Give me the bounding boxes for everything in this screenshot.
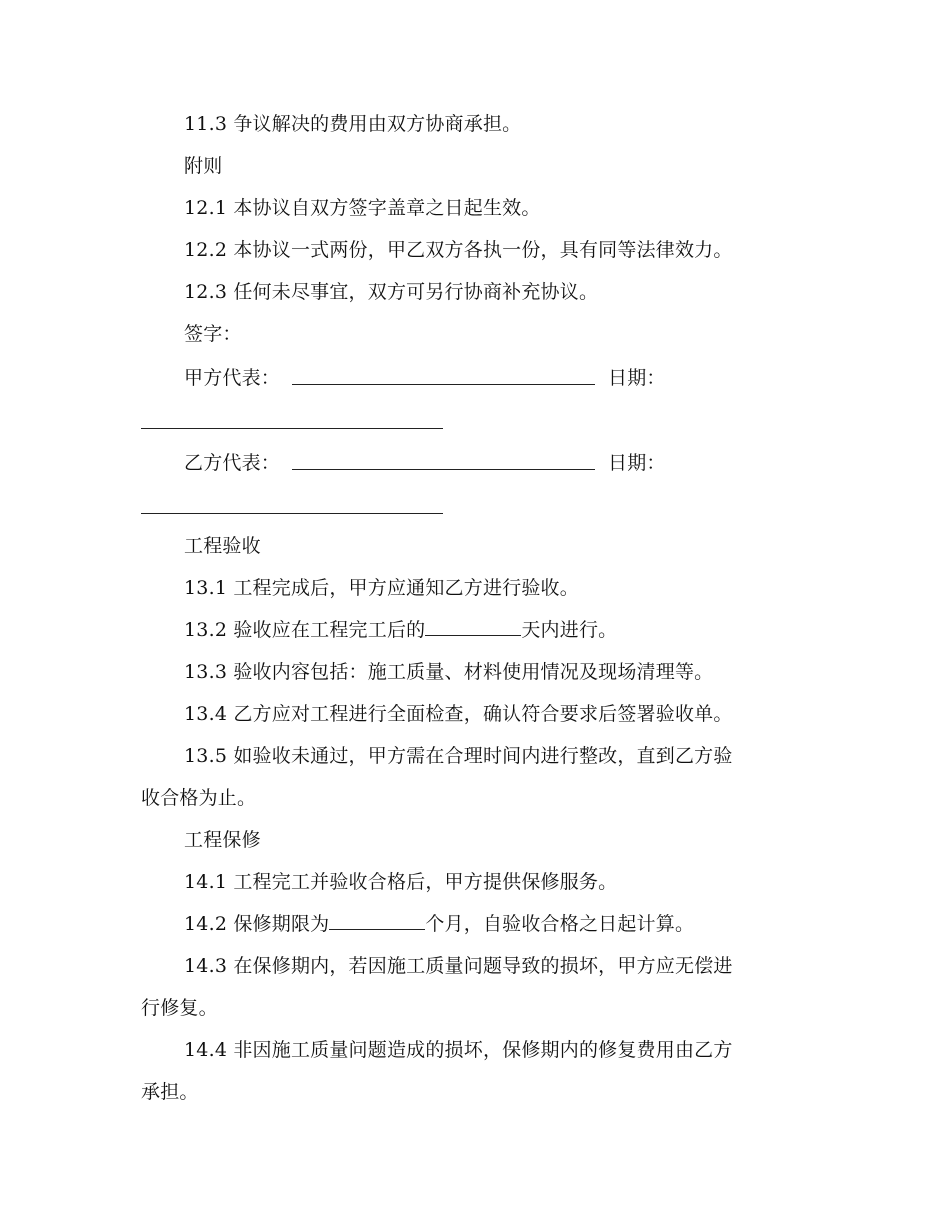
warranty-heading: 工程保修	[184, 829, 261, 851]
clause-14-2-pre: 14.2 保修期限为	[184, 913, 330, 935]
party-b-signature-blank	[292, 469, 595, 470]
party-b-rep-label: 乙方代表：	[184, 452, 281, 474]
clause-14-3-line1: 14.3 在保修期内，若因施工质量问题导致的损坏，甲方应无偿进	[184, 955, 733, 977]
clause-13-3: 13.3 验收内容包括：施工质量、材料使用情况及现场清理等。	[184, 661, 714, 683]
clause-14-4-line2: 承担。	[141, 1081, 199, 1103]
clause-12-3: 12.3 任何未尽事宜，双方可另行协商补充协议。	[184, 281, 599, 303]
clause-13-5-line1: 13.5 如验收未通过，甲方需在合理时间内进行整改，直到乙方验	[184, 745, 733, 767]
acceptance-heading: 工程验收	[184, 535, 261, 557]
clause-13-4: 13.4 乙方应对工程进行全面检查，确认符合要求后签署验收单。	[184, 703, 733, 725]
clause-13-2	[184, 617, 617, 643]
clause-13-2-pre: 13.2 验收应在工程完工后的	[184, 619, 426, 641]
clause-14-3-line2: 行修复。	[141, 997, 218, 1019]
party-a-date-label: 日期：	[608, 367, 666, 389]
clause-14-1: 14.1 工程完工并验收合格后，甲方提供保修服务。	[184, 871, 618, 893]
clause-12-2: 12.2 本协议一式两份，甲乙双方各执一份，具有同等法律效力。	[184, 239, 733, 261]
clause-11-3: 11.3 争议解决的费用由双方协商承担。	[184, 113, 522, 135]
party-a-signature-blank	[292, 384, 595, 385]
clause-14-2	[184, 911, 694, 937]
clause-14-4-line1: 14.4 非因施工质量问题造成的损坏，保修期内的修复费用由乙方	[184, 1039, 733, 1061]
acceptance-days-blank	[425, 617, 521, 636]
party-b-date-blank	[141, 513, 443, 514]
signature-heading: 签字：	[184, 323, 242, 345]
warranty-months-blank	[329, 911, 425, 930]
clause-14-2-post: 个月，自验收合格之日起计算。	[425, 913, 695, 935]
party-b-date-label: 日期：	[608, 452, 666, 474]
clause-12-1: 12.1 本协议自双方签字盖章之日起生效。	[184, 197, 541, 219]
clause-13-1: 13.1 工程完成后，甲方应通知乙方进行验收。	[184, 577, 579, 599]
party-a-rep-label: 甲方代表：	[184, 367, 281, 389]
party-a-date-blank	[141, 428, 443, 429]
appendix-heading: 附则	[184, 155, 223, 177]
clause-13-5-line2: 收合格为止。	[141, 787, 257, 809]
clause-13-2-post: 天内进行。	[521, 619, 618, 641]
